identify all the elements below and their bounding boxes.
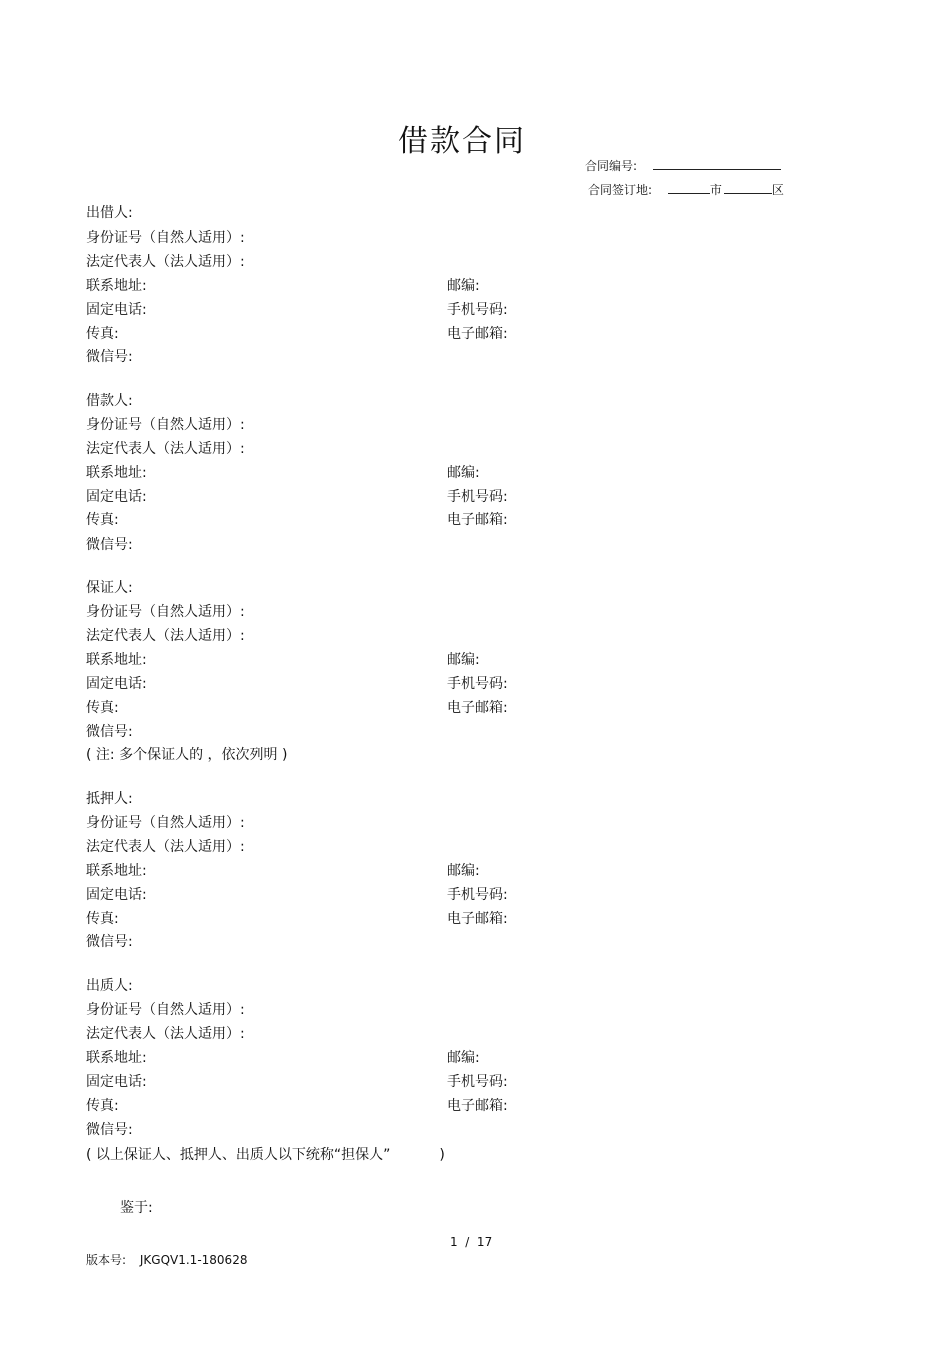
- party-legal-rep: 法定代表人（法人适用）:: [86, 254, 245, 270]
- party-id-number: 身份证号（自然人适用）:: [86, 230, 245, 246]
- contract-title: 借款合同: [398, 124, 526, 159]
- party-id-number: 身份证号（自然人适用）:: [86, 1002, 245, 1018]
- whereas-heading: 鉴于:: [120, 1200, 153, 1216]
- party-mobile: 手机号码:: [447, 1074, 508, 1090]
- party-mobile: 手机号码:: [447, 887, 508, 903]
- party-landline: 固定电话:: [86, 676, 147, 692]
- party-fax: 传真:: [86, 326, 119, 342]
- version-label: 版本号:: [86, 1253, 127, 1267]
- party-legal-rep: 法定代表人（法人适用）:: [86, 1026, 245, 1042]
- party-fax: 传真:: [86, 911, 119, 927]
- party-landline: 固定电话:: [86, 489, 147, 505]
- party-address: 联系地址:: [86, 278, 147, 294]
- party-role-borrower: 借款人:: [86, 393, 133, 409]
- party-legal-rep: 法定代表人（法人适用）:: [86, 628, 245, 644]
- party-postcode: 邮编:: [447, 863, 480, 879]
- party-fax: 传真:: [86, 1098, 119, 1114]
- party-postcode: 邮编:: [447, 1050, 480, 1066]
- party-email: 电子邮箱:: [447, 512, 508, 528]
- party-mobile: 手机号码:: [447, 676, 508, 692]
- party-mobile: 手机号码:: [447, 302, 508, 318]
- party-landline: 固定电话:: [86, 302, 147, 318]
- party-id-number: 身份证号（自然人适用）:: [86, 815, 245, 831]
- page-indicator: 1 / 17: [450, 1235, 493, 1249]
- party-email: 电子邮箱:: [447, 326, 508, 342]
- party-mobile: 手机号码:: [447, 489, 508, 505]
- party-email: 电子邮箱:: [447, 911, 508, 927]
- party-fax: 传真:: [86, 700, 119, 716]
- party-postcode: 邮编:: [447, 278, 480, 294]
- party-id-number: 身份证号（自然人适用）:: [86, 604, 245, 620]
- party-wechat: 微信号:: [86, 934, 133, 950]
- party-role-mortgagor: 抵押人:: [86, 791, 133, 807]
- party-legal-rep: 法定代表人（法人适用）:: [86, 839, 245, 855]
- party-address: 联系地址:: [86, 652, 147, 668]
- contract-number: [585, 157, 781, 174]
- city-blank[interactable]: [668, 182, 710, 194]
- party-wechat: 微信号:: [86, 724, 133, 740]
- party-address: 联系地址:: [86, 465, 147, 481]
- contract-number-blank[interactable]: [653, 158, 781, 170]
- party-role-pledgor: 出质人:: [86, 978, 133, 994]
- guarantor-note: ( 注: 多个保证人的 ，依次列明 ): [86, 747, 288, 763]
- signing-place-label: 合同签订地:: [588, 183, 653, 197]
- version-info: [86, 1251, 247, 1268]
- version-value: JKGQV1.1-180628: [139, 1253, 248, 1267]
- city-suffix: 市: [709, 183, 722, 197]
- party-email: 电子邮箱:: [447, 1098, 508, 1114]
- party-role-lender: 出借人:: [86, 205, 133, 221]
- party-postcode: 邮编:: [447, 465, 480, 481]
- district-blank[interactable]: [724, 182, 772, 194]
- party-postcode: 邮编:: [447, 652, 480, 668]
- party-email: 电子邮箱:: [447, 700, 508, 716]
- party-wechat: 微信号:: [86, 1122, 133, 1138]
- party-id-number: 身份证号（自然人适用）:: [86, 417, 245, 433]
- party-landline: 固定电话:: [86, 1074, 147, 1090]
- party-address: 联系地址:: [86, 1050, 147, 1066]
- district-suffix: 区: [771, 183, 784, 197]
- guarantors-collective-note: ( 以上保证人、抵押人、出质人以下统称“担保人” ): [86, 1147, 445, 1163]
- party-wechat: 微信号:: [86, 537, 133, 553]
- party-legal-rep: 法定代表人（法人适用）:: [86, 441, 245, 457]
- signing-place: [588, 181, 784, 198]
- party-landline: 固定电话:: [86, 887, 147, 903]
- party-wechat: 微信号:: [86, 349, 133, 365]
- contract-number-label: 合同编号:: [585, 159, 638, 173]
- party-role-guarantor: 保证人:: [86, 580, 133, 596]
- party-fax: 传真:: [86, 512, 119, 528]
- party-address: 联系地址:: [86, 863, 147, 879]
